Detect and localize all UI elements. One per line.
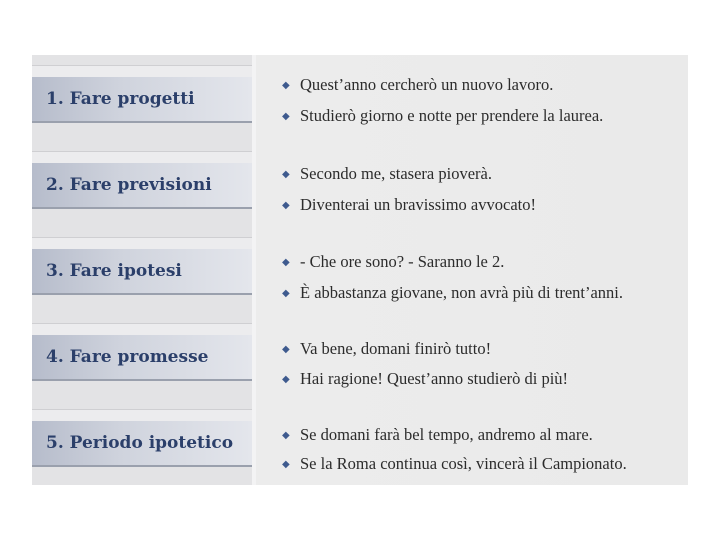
use-label-2 [32,163,252,209]
example-item [282,283,623,303]
diamond-bullet-icon: ◆ [282,373,290,385]
use-label-5 [32,421,252,467]
example-text: Studierò giorno e notte per prendere la laurea. [300,106,604,125]
use-label-text: 3. Fare ipotesi [46,261,182,281]
example-text: Va bene, domani finirò tutto! [300,339,492,358]
diamond-bullet-icon: ◆ [282,168,290,180]
example-text: Secondo me, stasera pioverà. [300,164,492,183]
example-item [282,75,553,95]
example-item [282,339,491,359]
example-item [282,195,536,215]
diamond-bullet-icon: ◆ [282,110,290,122]
use-label-text: 1. Fare progetti [46,89,195,109]
example-text: È abbastanza giovane, non avrà più di trent’anni. [300,283,624,302]
uses-column [32,55,254,485]
example-text: - Che ore sono? - Saranno le 2. [300,252,505,271]
diamond-bullet-icon: ◆ [282,287,290,299]
example-item [282,369,568,389]
use-label-1 [32,77,252,123]
example-text: Quest’anno cercherò un nuovo lavoro. [300,75,554,94]
example-item [282,106,603,126]
diamond-bullet-icon: ◆ [282,458,290,470]
use-label-3 [32,249,252,295]
diamond-bullet-icon: ◆ [282,256,290,268]
example-item [282,454,627,474]
use-label-text: 5. Periodo ipotetico [46,433,234,453]
diamond-bullet-icon: ◆ [282,199,290,211]
use-label-text: 2. Fare previsioni [46,175,212,195]
example-text: Se la Roma continua così, vincerà il Campionato. [300,454,627,473]
examples-column [256,55,688,485]
example-text: Hai ragione! Quest’anno studierò di più! [300,369,569,388]
diamond-bullet-icon: ◆ [282,343,290,355]
example-text: Diventerai un bravissimo avvocato! [300,195,536,214]
diamond-bullet-icon: ◆ [282,429,290,441]
diamond-bullet-icon: ◆ [282,79,290,91]
grammar-table [32,55,688,485]
example-item [282,425,593,445]
example-item [282,252,504,272]
example-text: Se domani farà bel tempo, andremo al mare. [300,425,593,444]
use-label-text: 4. Fare promesse [46,347,209,367]
example-item [282,164,492,184]
use-label-4 [32,335,252,381]
